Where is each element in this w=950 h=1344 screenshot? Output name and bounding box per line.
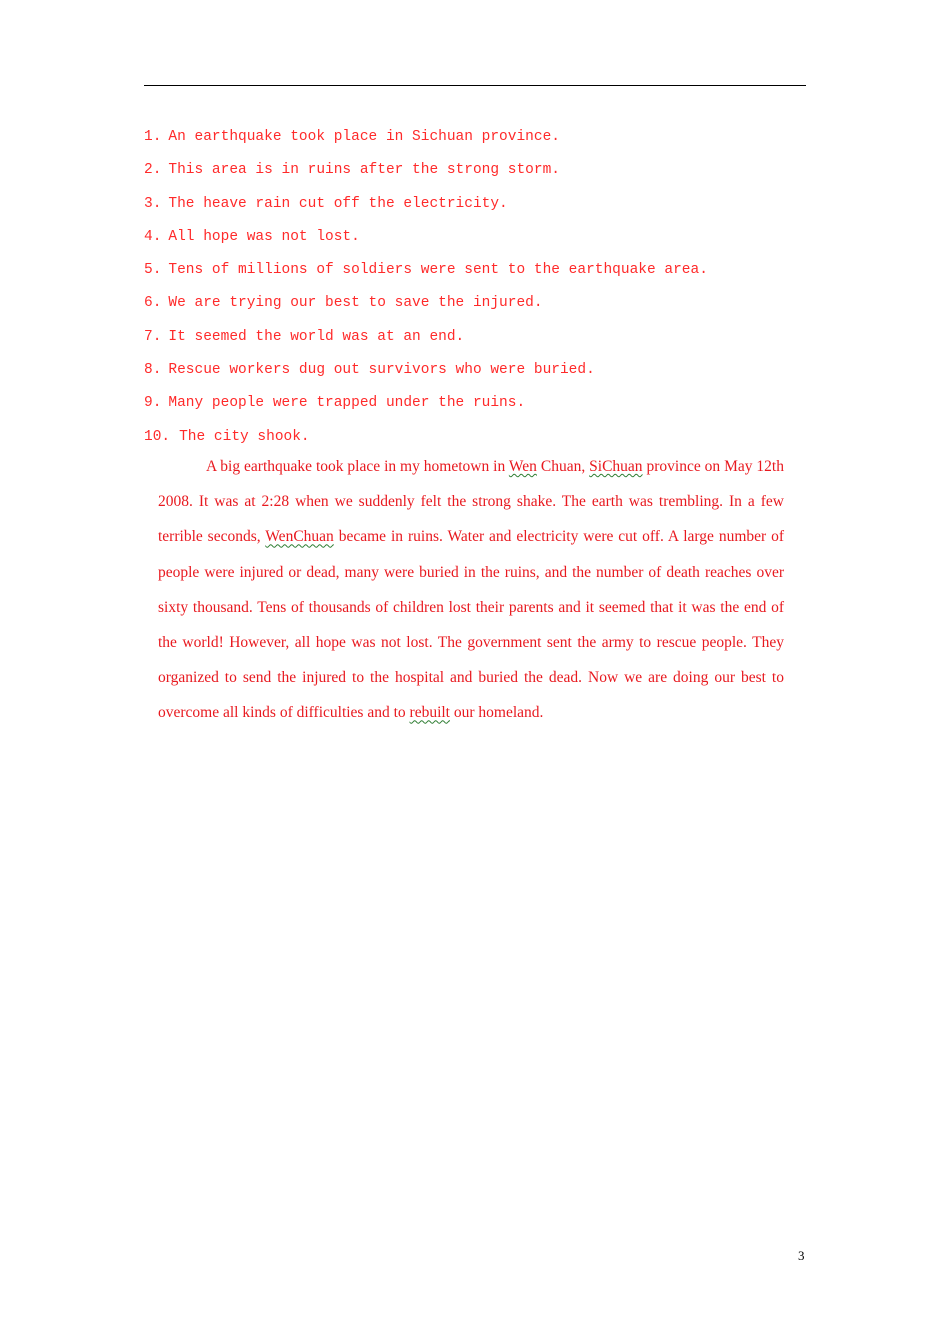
item-number: 2.	[144, 162, 162, 179]
item-number: 7.	[144, 328, 162, 345]
item-text: The city shook.	[179, 428, 310, 445]
list-item	[144, 292, 708, 325]
item-number: 3.	[144, 195, 162, 212]
essay-text: province on May 12th 2008. It was at 2:28 when we suddenly felt the strong shake. The earth was trembling. In a few terrible seconds,	[158, 458, 784, 546]
sentence-list	[144, 126, 708, 459]
essay-text: A big earthquake took place in my hometown in	[206, 458, 509, 475]
item-text: All hope was not lost.	[168, 228, 360, 245]
item-number: 5.	[144, 262, 162, 279]
spellcheck-word: Wen	[508, 458, 537, 475]
list-item	[144, 392, 708, 425]
list-item	[144, 159, 708, 192]
list-item	[144, 326, 708, 359]
header-rule	[144, 85, 806, 86]
list-item	[144, 359, 708, 392]
item-number: 10.	[144, 428, 171, 445]
spellcheck-word: WenChuan	[265, 528, 334, 546]
item-text: The heave rain cut off the electricity.	[168, 195, 508, 212]
item-number: 8.	[144, 362, 162, 379]
item-text: An earthquake took place in Sichuan province.	[168, 129, 560, 145]
page-number: 3	[798, 1248, 805, 1263]
list-item	[144, 193, 708, 226]
item-text: We are trying our best to save the injured.	[168, 295, 543, 312]
list-item	[144, 226, 708, 259]
item-number: 6.	[144, 295, 162, 312]
item-number: 9.	[144, 395, 162, 412]
item-text: This area is in ruins after the strong storm.	[168, 162, 560, 179]
item-number: 1.	[144, 129, 162, 145]
item-text: Rescue workers dug out survivors who were buried.	[168, 362, 595, 379]
essay-paragraph	[158, 449, 784, 731]
list-item	[144, 126, 708, 159]
item-text: Tens of millions of soldiers were sent to the earthquake area.	[168, 262, 708, 279]
item-text: It seemed the world was at an end.	[168, 328, 465, 345]
spellcheck-word: SiChuan	[589, 458, 643, 475]
essay-text: became in ruins. Water and electricity were cut off. A large number of people were injured or dead, many were buried in the ruins, and the number of death reaches over sixty thousand. Tens of thousands of children lost their parents and it seemed that it was the end of the world! However, all hope was not lost. The government sent the army to rescue people. They organized to send the injured to the hospital and buried the dead. Now we are doing our best to overcome all kinds of difficulties and to	[158, 528, 785, 722]
item-number: 4.	[144, 228, 162, 245]
item-text: Many people were trapped under the ruins.	[168, 395, 526, 412]
essay-text: our homeland.	[450, 704, 544, 722]
spellcheck-word: rebuilt	[409, 704, 450, 722]
list-item	[144, 259, 708, 292]
essay-text: Chuan,	[536, 458, 590, 475]
